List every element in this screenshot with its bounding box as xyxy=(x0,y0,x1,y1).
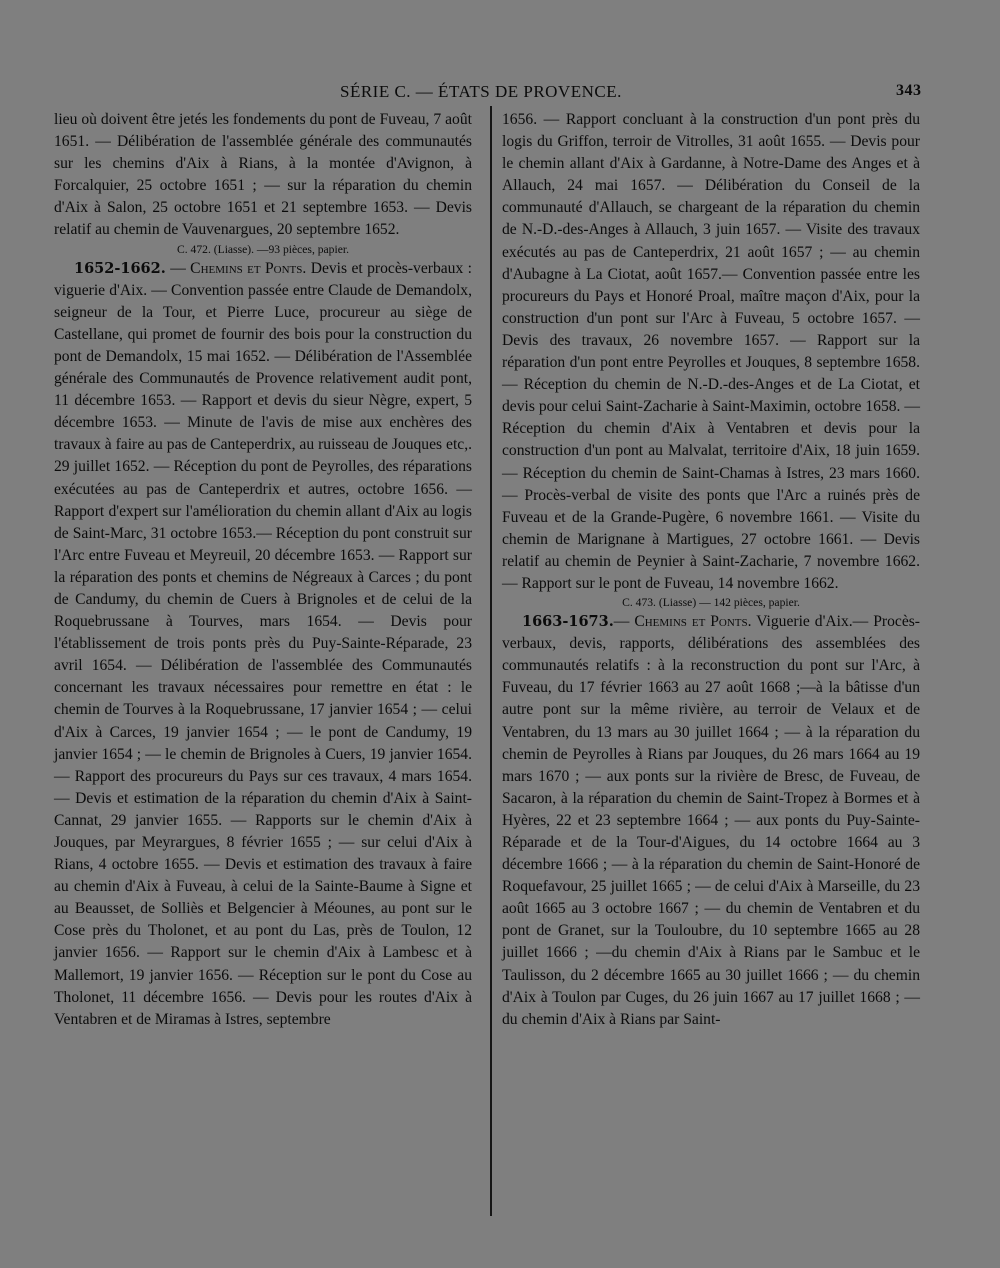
entry-text: Viguerie d'Aix.— Procès-verbaux, devis, rapports, délibérations des assemblées des communautés relatifs : à la reconstruction du pont sur l'Arc, à Fuveau, du 17 février 1663 au 27 août 1668 ;—à la bâtisse d'un autre pont sur la même rivière, au terroir de Velaux et de Ventabren, du 13 mars au 30 juillet 1664 ; — à la réparation du chemin de Peyrolles à Rians par Jouques, du 26 mars 1664 au 19 mars 1670 ; — aux ponts sur la rivière de Bresc, de Fuveau, de Sacaron, à la réparation du chemin de Saint-Tropez à Bormes et à Hyères, 22 et 23 septembre 1664 ; — aux ponts du Puy-Sainte-Réparade et de la Tour-d'Aigues, du 14 octobre 1664 au 3 décembre 1666 ; — à la réparation du chemin de Saint-Honoré de Roquefavour, 25 juillet 1665 ; — de celui d'Aix à Marseille, du 23 août 1665 au 3 octobre 1667 ; — du chemin de Ventabren et du pont de Granet, sur la Touloubre, du 10 septembre 1665 au 28 juillet 1666 ; —du chemin d'Aix à Rians par le Sambuc et le Taulisson, du 2 décembre 1665 au 30 juillet 1666 ; — du chemin d'Aix à Toulon par Cuges, du 26 juin 1667 au 17 juillet 1668 ; — du chemin d'Aix à Rians par Saint- xyxy=(502,613,920,1028)
entry-paragraph xyxy=(54,258,472,1031)
entry-text: Devis et procès-verbaux : viguerie d'Aix. — Convention passée entre Claude de Demandolx, seigneur de la Tour, et Pierre Luce, procureur au siège de Castellane, qui promet de fournir des bois pour la construction du pont de Demandolx, 15 mai 1652. — Délibération de l'Assemblée générale des Communautés de Provence relativement audit pont, 11 décembre 1653. — Rapport et devis du sieur Nègre, expert, 5 décembre 1653. — Minute de l'avis de mise aux enchères des travaux à faire au pas de Canteperdrix, au ruisseau de Jouques etc,. 29 juillet 1652. — Réception du pont de Peyrolles, des réparations exécutées au pas de Canteperdrix et autres, octobre 1656. — Rapport d'expert sur l'amélioration du chemin allant d'Aix au logis de Saint-Marc, 31 octobre 1653.— Réception du pont construit sur l'Arc entre Fuveau et Meyreuil, 20 décembre 1653. — Rapport sur la réparation des ponts et chemins de Négreaux à Carces ; du pont de Candumy, du chemin de Cuers à Brignoles et de celui de la Roquebrussane à Tourves, mars 1654. — Devis pour l'établissement de trois ponts près du Puy-Sainte-Réparade, 23 avril 1654. — Délibération de l'assemblée des Communautés concernant les travaux nécessaires pour remettre en état : le chemin de Tourves à la Roquebrussane, 17 janvier 1654 ; — celui d'Aix à Carces, 19 janvier 1654 ; — le pont de Candumy, 19 janvier 1654 ; — le chemin de Brignoles à Cuers, 19 janvier 1654. — Rapport des procureurs du Pays sur ces travaux, 4 mars 1654. — Devis et estimation de la réparation du chemin d'Aix à Saint-Cannat, 29 janvier 1655. — Rapports sur le chemin d'Aix à Jouques, par Meyrargues, 8 février 1655 ; — sur celui d'Aix à Rians, 4 octobre 1655. — Devis et estimation des travaux à faire au chemin d'Aix à Fuveau, à celui de la Sainte-Baume à Signe et au Beausset, de Solliès et Belgencier à Méounes, au pont sur le Cose près du Tholonet, et au pont du Las, près de Toulon, 12 janvier 1656. — Rapport sur le chemin d'Aix à Lambesc et à Mallemort, 19 janvier 1656. — Réception sur le pont du Cose au Tholonet, 11 décembre 1656. — Devis pour les routes d'Aix à Ventabren et de Miramas à Istres, septembre xyxy=(54,259,472,1028)
column-divider xyxy=(490,106,492,1216)
left-column xyxy=(54,109,472,1031)
entry-heading: — Chemins et Ponts. xyxy=(613,613,752,631)
entry-heading: — Chemins et Ponts. xyxy=(170,259,307,277)
entry-paragraph xyxy=(502,611,920,1031)
continuation-paragraph: 1656. — Rapport concluant à la construction d'un pont près du logis du Griffon, terroir de Vitrolles, 31 août 1655. — Devis pour le chemin allant d'Aix à Gardanne, à Notre-Dame des Anges et à Allauch, 24 mai 1657. — Délibération du Conseil de la communauté d'Allauch, se chargeant de la réparation du chemin de N.-D.-des-Anges à Allauch, 3 juin 1657. — Visite des travaux exécutés au pas de Canteperdrix, 21 août 1657 ; — au chemin d'Aubagne à La Ciotat, août 1657.— Convention passée entre les procureurs du Pays et Honoré Proal, maître maçon d'Aix, pour la construction d'un pont sur l'Arc à Fuveau, 5 octobre 1657. — Devis des travaux, 26 novembre 1657. — Rapport sur la réparation d'un pont entre Peyrolles et Jouques, 8 septembre 1658. — Réception du chemin de N.-D.-des-Anges et de La Ciotat, et devis pour celui Saint-Zacharie à Saint-Maximin, octobre 1658. — Réception du chemin d'Aix à Ventabren et devis pour la construction d'un pont au Malvalat, territoire d'Aix, 18 juin 1659. — Réception du chemin de Saint-Chamas à Istres, 23 mars 1660. — Procès-verbal de visite des ponts que l'Arc a ruinés près de Fuveau et de la Grande-Pugère, 6 novembre 1661. — Visite du chemin de Marignane à Martigues, 27 octobre 1661. — Devis relatif au chemin de Peynier à Saint-Zacharie, 7 novembre 1662. — Rapport sur le pont de Fuveau, 14 novembre 1662. xyxy=(502,111,920,592)
source-note: C. 473. (Liasse) — 142 pièces, papier. xyxy=(622,596,800,610)
right-column xyxy=(502,109,920,1031)
entry-dates: 1652-1662. xyxy=(74,259,166,277)
entry-dates: 1663-1673. xyxy=(522,613,614,631)
page-number: 343 xyxy=(896,82,922,99)
running-title: SÉRIE C. — ÉTATS DE PROVENCE. xyxy=(340,82,622,101)
source-note: C. 472. (Liasse). —93 pièces, papier. xyxy=(177,242,349,256)
intro-paragraph: lieu où doivent être jetés les fondements du pont de Fuveau, 7 août 1651. — Délibération de l'assemblée générale des communautés sur les chemins d'Aix à Rians, à la montée d'Avignon, à Forcalquier, 25 octobre 1651 ; — sur la réparation du chemin d'Aix à Salon, 25 octobre 1651 et 21 septembre 1653. — Devis relatif au chemin de Vauvenargues, 20 septembre 1652. xyxy=(54,111,472,239)
page-header xyxy=(0,80,1000,106)
